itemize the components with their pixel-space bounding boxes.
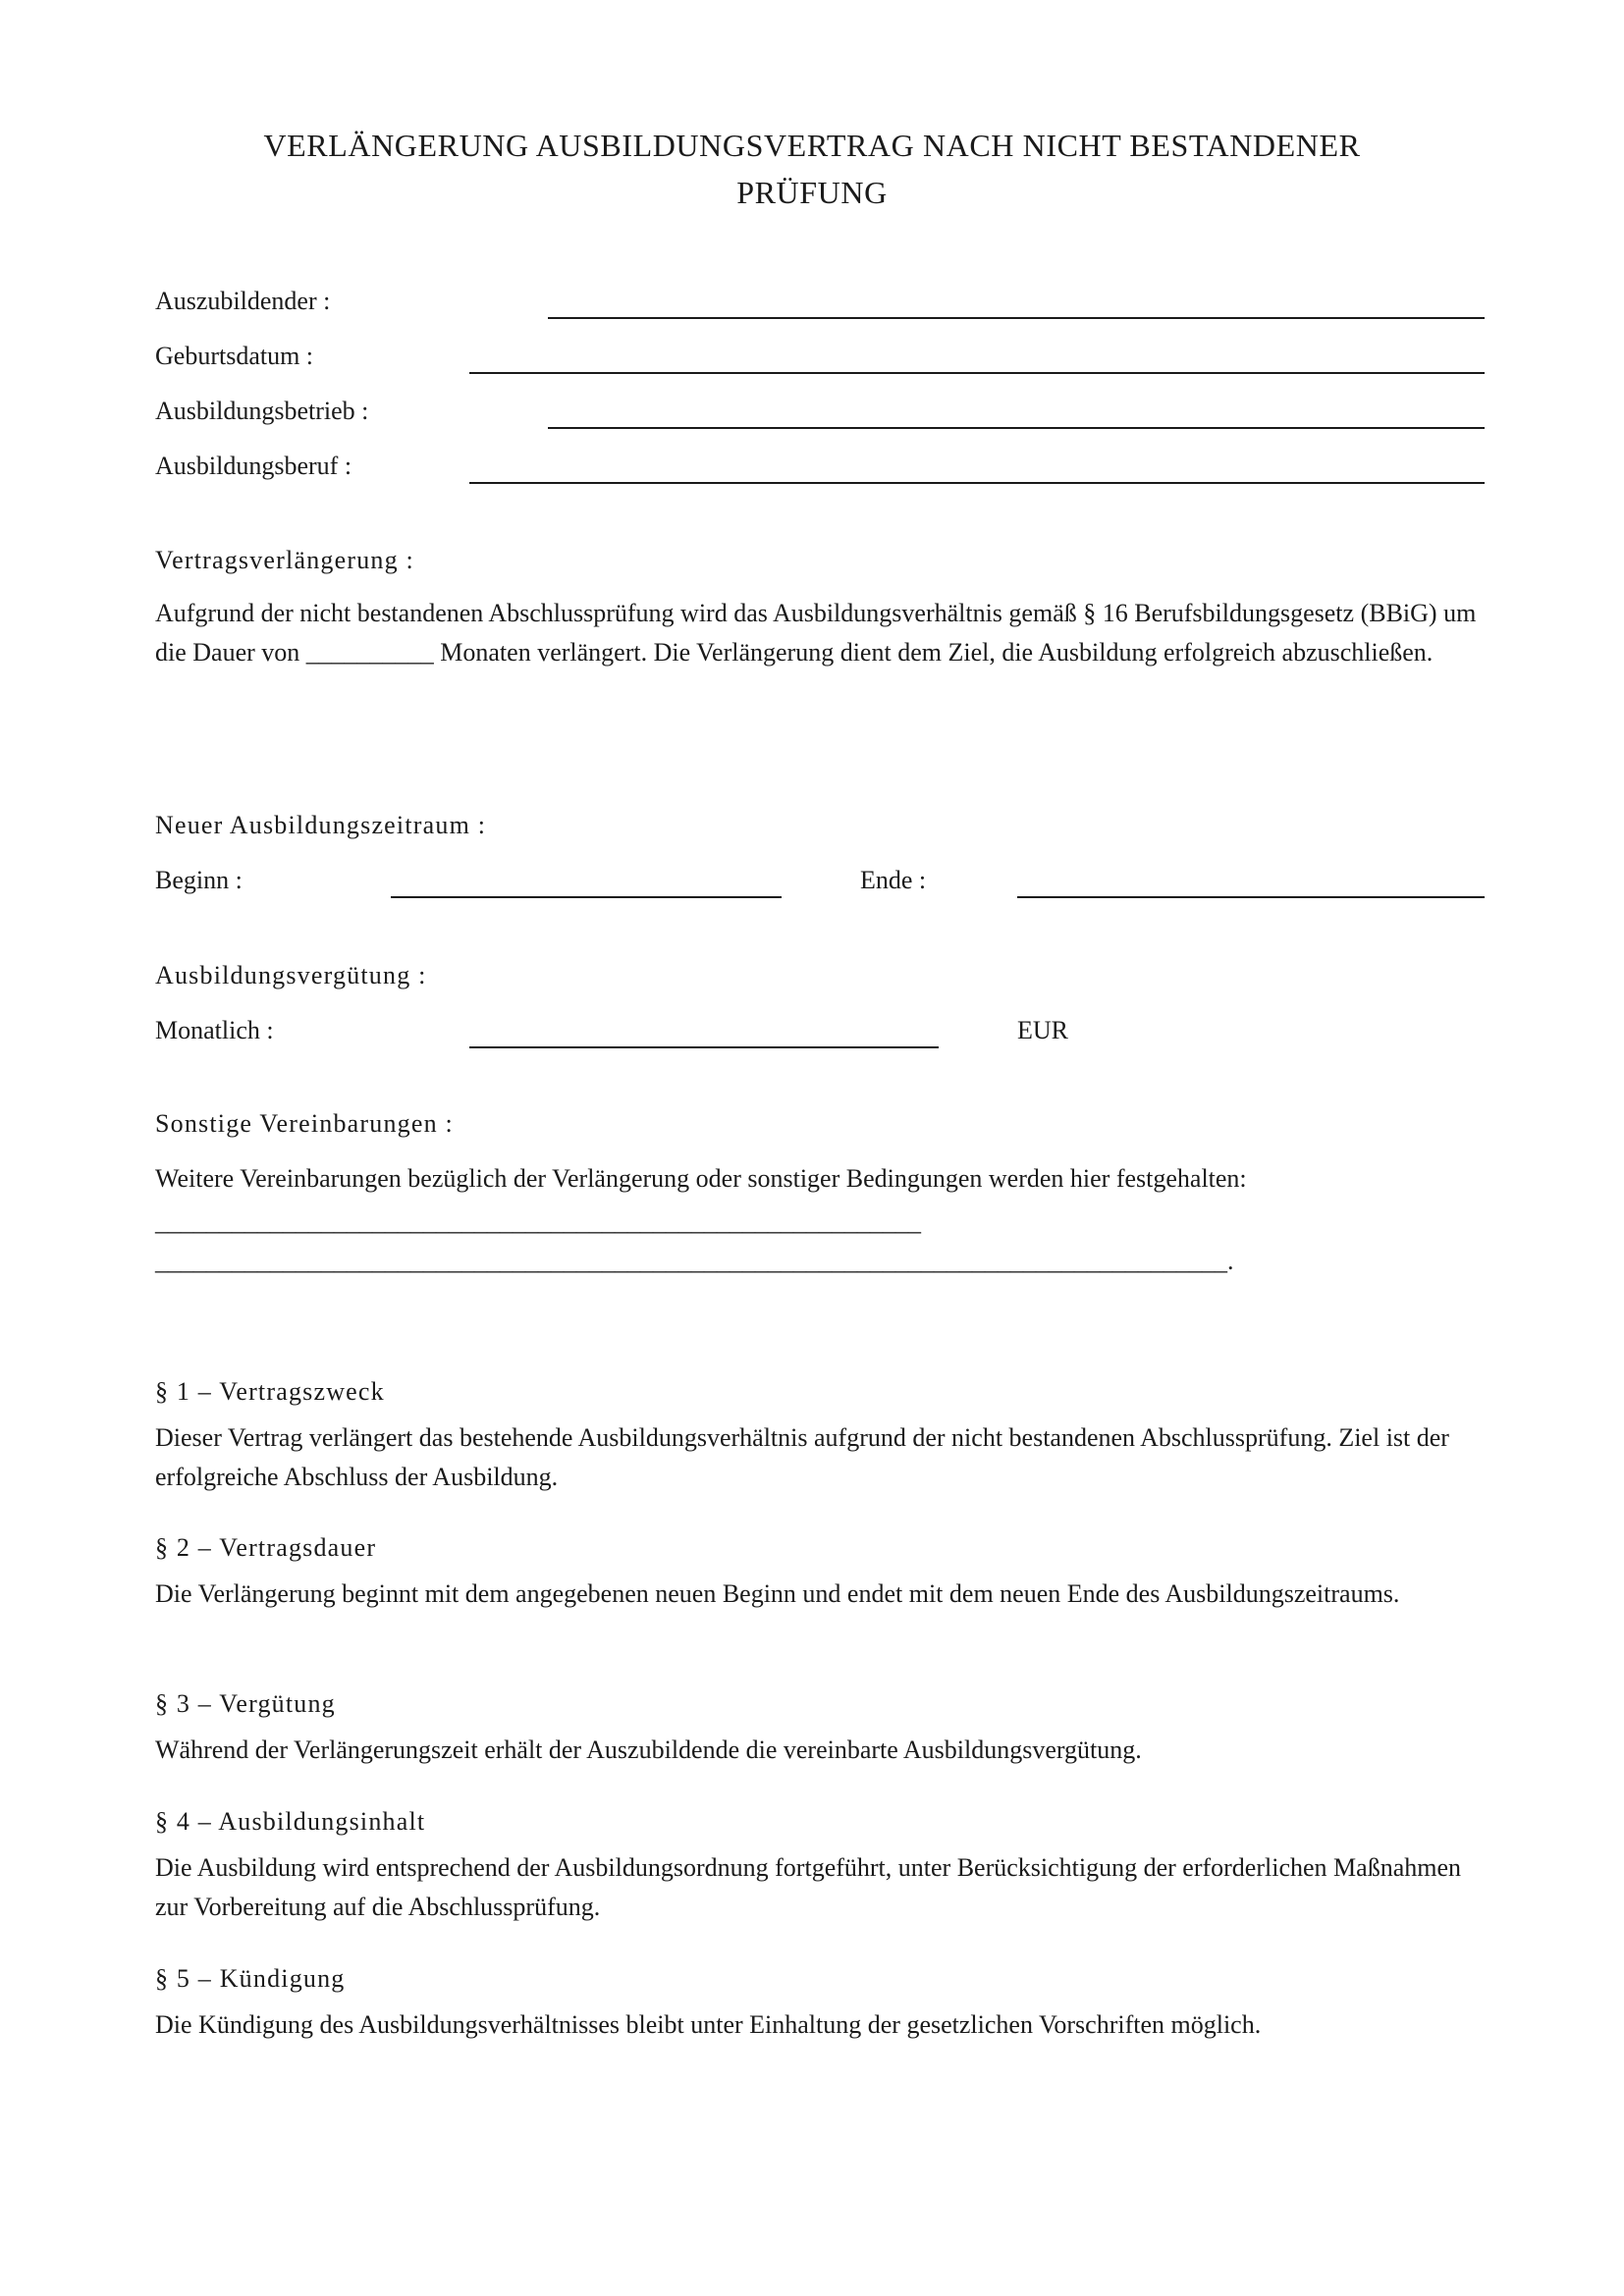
input-line-geburtsdatum[interactable] bbox=[469, 372, 1485, 374]
text-paragraph-1: Dieser Vertrag verlängert das bestehende Ausbildungsverhältnis aufgrund der nicht bestandenen Abschlussprüfung. Ziel ist der erfolgreiche Abschluss der Ausbildung. bbox=[155, 1423, 1449, 1491]
input-line-ende[interactable] bbox=[1017, 896, 1485, 898]
heading-vertragsverlaengerung: Vertragsverlängerung : bbox=[155, 546, 414, 574]
label-ende: Ende : bbox=[860, 866, 927, 894]
text-vertragsverlaengerung: Aufgrund der nicht bestandenen Abschlussprüfung wird das Ausbildungsverhältnis gemäß § 16 Berufsbildungsgesetz (BBiG) um die Dauer von __________ Monaten verlängert. Die Verlängerung dient dem Ziel, die Ausbildung erfolgreich abzuschließen. bbox=[155, 599, 1477, 667]
input-line-ausbildungsberuf[interactable] bbox=[469, 482, 1485, 484]
heading-ausbildungszeitraum: Neuer Ausbildungszeitraum : bbox=[155, 811, 487, 839]
blank-line-1[interactable]: ____________________________________________________________ bbox=[155, 1207, 921, 1236]
text-paragraph-2: Die Verlängerung beginnt mit dem angegebenen neuen Beginn und endet mit dem neuen Ende des Ausbildungszeitraums. bbox=[155, 1579, 1400, 1608]
heading-paragraph-1: § 1 – Vertragszweck bbox=[155, 1377, 385, 1406]
heading-sonstige-vereinbarungen: Sonstige Vereinbarungen : bbox=[155, 1109, 454, 1138]
currency-eur: EUR bbox=[1017, 1016, 1068, 1044]
heading-paragraph-5: § 5 – Kündigung bbox=[155, 1964, 346, 1993]
input-line-beginn[interactable] bbox=[391, 896, 782, 898]
title-line-1: VERLÄNGERUNG AUSBILDUNGSVERTRAG NACH NICHT BESTANDENER bbox=[263, 128, 1361, 163]
title-line-2: PRÜFUNG bbox=[736, 175, 888, 210]
label-beginn: Beginn : bbox=[155, 866, 243, 894]
input-line-ausbildungsbetrieb[interactable] bbox=[548, 427, 1485, 429]
blank-line-2[interactable]: ____________________________________________________________________________________. bbox=[155, 1247, 1234, 1275]
heading-ausbildungsverguetung: Ausbildungsvergütung : bbox=[155, 961, 427, 989]
text-paragraph-3: Während der Verlängerungszeit erhält der Auszubildende die vereinbarte Ausbildungsvergütung. bbox=[155, 1735, 1142, 1764]
text-paragraph-4: Die Ausbildung wird entsprechend der Ausbildungsordnung fortgeführt, unter Berücksichtigung der erforderlichen Maßnahmen zur Vorbereitung auf die Abschlussprüfung. bbox=[155, 1853, 1461, 1921]
input-line-auszubildender[interactable] bbox=[548, 317, 1485, 319]
heading-paragraph-4: § 4 – Ausbildungsinhalt bbox=[155, 1807, 426, 1836]
label-ausbildungsberuf: Ausbildungsberuf : bbox=[155, 452, 352, 480]
document-title bbox=[157, 122, 1467, 216]
text-sonstige-vereinbarungen: Weitere Vereinbarungen bezüglich der Verlängerung oder sonstiger Bedingungen werden hier festgehalten: bbox=[155, 1164, 1247, 1193]
label-auszubildender: Auszubildender : bbox=[155, 287, 331, 315]
label-monatlich: Monatlich : bbox=[155, 1016, 274, 1044]
text-paragraph-5: Die Kündigung des Ausbildungsverhältnisses bleibt unter Einhaltung der gesetzlichen Vorschriften möglich. bbox=[155, 2010, 1262, 2039]
input-line-monatlich[interactable] bbox=[469, 1046, 939, 1048]
label-geburtsdatum: Geburtsdatum : bbox=[155, 342, 314, 370]
label-ausbildungsbetrieb: Ausbildungsbetrieb : bbox=[155, 397, 369, 425]
heading-paragraph-3: § 3 – Vergütung bbox=[155, 1689, 336, 1718]
heading-paragraph-2: § 2 – Vertragsdauer bbox=[155, 1533, 377, 1562]
